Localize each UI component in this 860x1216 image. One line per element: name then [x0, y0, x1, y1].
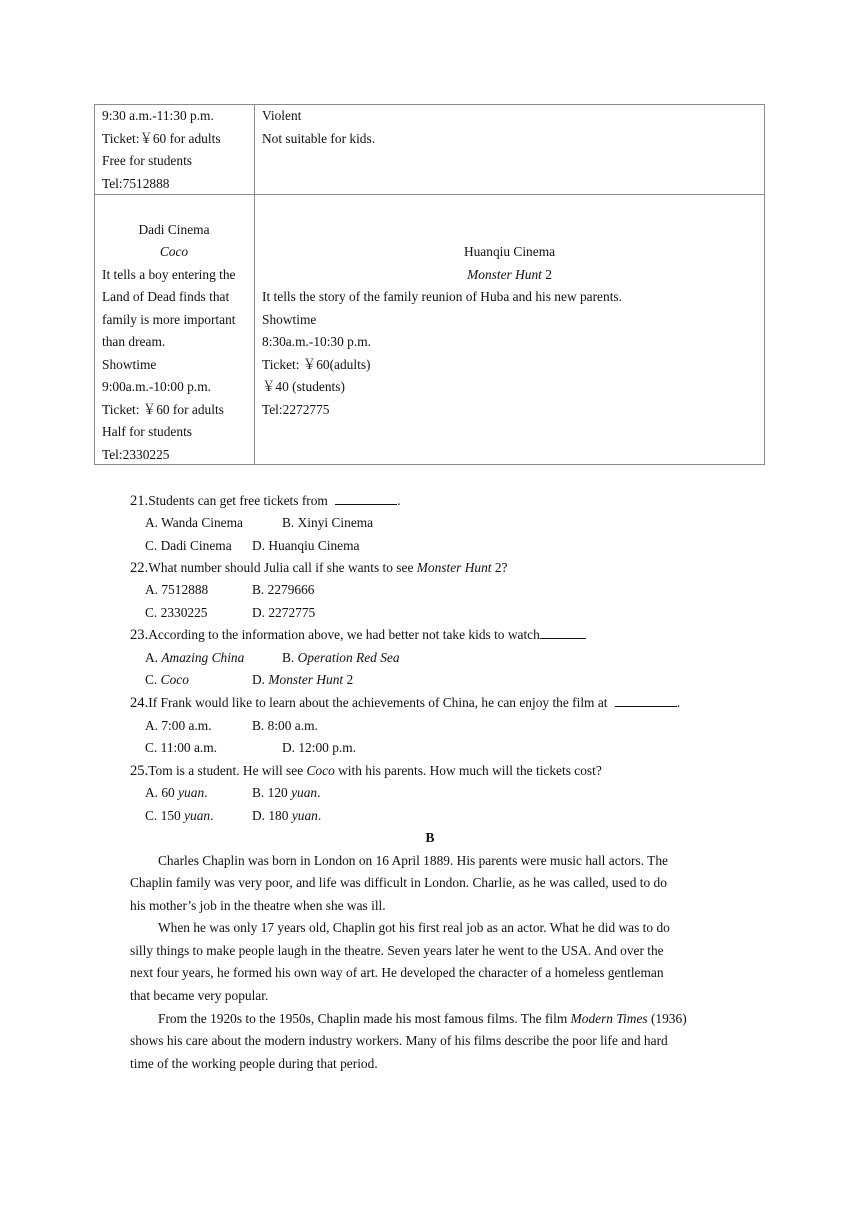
row1-tel: Tel:7512888 — [102, 176, 170, 191]
paragraph-3-line-1 — [158, 1011, 687, 1027]
option-prefix: A. 60 — [145, 785, 179, 800]
table-column-divider — [254, 104, 255, 465]
option-film: Coco — [160, 672, 189, 687]
paragraph-1-line-2: Chaplin family was very poor, and life was difficult in London. Charlie, as he was called, used to do — [130, 875, 667, 890]
question-21 — [130, 493, 401, 509]
dadi-desc-4: than dream. — [102, 334, 166, 349]
huanqiu-showtime: 8:30a.m.-10:30 p.m. — [262, 334, 371, 349]
paragraph-2-line-4: that became very popular. — [130, 988, 269, 1003]
q21-option-d: D. Huanqiu Cinema — [252, 538, 360, 553]
dadi-desc-3: family is more important — [102, 312, 236, 327]
paragraph-3-line-3: time of the working people during that period. — [130, 1056, 378, 1071]
dadi-desc-1: It tells a boy entering the — [102, 267, 236, 282]
option-prefix: B. 120 — [252, 785, 292, 800]
dadi-film-title: Coco — [159, 244, 189, 259]
row1-showtime: 9:30 a.m.-11:30 p.m. — [102, 108, 214, 123]
answer-blank — [615, 695, 677, 707]
question-text-2: with his parents. How much will the tickets cost? — [334, 763, 602, 778]
option-dot: . — [210, 808, 214, 823]
q22-option-a: A. 7512888 — [145, 582, 209, 597]
huanqiu-film-number: 2 — [541, 267, 552, 282]
question-23 — [130, 627, 586, 643]
option-prefix: B. — [282, 650, 298, 665]
question-25 — [130, 763, 602, 779]
huanqiu-tel: Tel:2272775 — [262, 402, 330, 417]
row1-note: Not suitable for kids. — [262, 131, 376, 146]
question-24 — [130, 695, 680, 711]
question-film: Coco — [306, 763, 335, 778]
question-end: . — [676, 695, 681, 710]
q25-option-a — [145, 785, 208, 801]
q24-option-a: A. 7:00 a.m. — [145, 718, 212, 733]
paragraph-text-2: (1936) — [647, 1011, 687, 1026]
paragraph-2-line-3: next four years, he formed his own way of art. He developed the character of a homeless gentleman — [130, 965, 664, 980]
paragraph-1-line-3: his mother’s job in the theatre when she was ill. — [130, 898, 386, 913]
option-prefix: D. 180 — [252, 808, 292, 823]
option-unit: yuan — [291, 808, 318, 823]
option-unit: yuan — [184, 808, 211, 823]
paragraph-2-line-2: silly things to make people laugh in the theatre. Seven years later he went to the USA. And over the — [130, 943, 664, 958]
option-dot: . — [317, 785, 321, 800]
question-number: 21. — [130, 493, 149, 509]
question-text: If Frank would like to learn about the achievements of China, he can enjoy the film at — [148, 695, 611, 710]
q21-option-c: C. Dadi Cinema — [145, 538, 232, 553]
q22-option-b: B. 2279666 — [252, 582, 315, 597]
question-end: 2? — [491, 560, 508, 575]
q24-option-d: D. 12:00 p.m. — [282, 740, 357, 755]
question-end: . — [397, 493, 401, 508]
option-film: Amazing China — [161, 650, 245, 665]
option-unit: yuan — [178, 785, 205, 800]
question-film: Monster Hunt — [416, 560, 492, 575]
question-22 — [130, 560, 508, 576]
question-text: What number should Julia call if she wants to see — [148, 560, 417, 575]
dadi-cinema-name: Dadi Cinema — [138, 222, 210, 237]
huanqiu-film-title — [254, 267, 765, 283]
option-suffix: 2 — [343, 672, 354, 687]
question-number: 22. — [130, 560, 149, 576]
q23-option-d — [252, 672, 353, 688]
option-dot: . — [317, 808, 322, 823]
answer-blank — [540, 627, 586, 639]
q21-option-b: B. Xinyi Cinema — [282, 515, 374, 530]
option-film: Operation Red Sea — [297, 650, 400, 665]
option-film: Monster Hunt — [268, 672, 344, 687]
huanqiu-film-name: Monster Hunt — [467, 267, 542, 282]
q24-option-b: B. 8:00 a.m. — [252, 718, 318, 733]
q24-option-c: C. 11:00 a.m. — [145, 740, 218, 755]
q25-option-b — [252, 785, 320, 801]
dadi-tel: Tel:2330225 — [102, 447, 170, 462]
question-number: 23. — [130, 627, 149, 643]
q22-option-c: C. 2330225 — [145, 605, 208, 620]
option-prefix: C. 150 — [145, 808, 185, 823]
question-number: 25. — [130, 763, 149, 779]
q23-option-a — [145, 650, 244, 666]
q22-option-d: D. 2272775 — [252, 605, 316, 620]
section-heading: B — [425, 830, 435, 845]
huanqiu-ticket: Ticket: ￥60(adults) — [262, 357, 371, 372]
huanqiu-ticket-students: ￥40 (students) — [262, 379, 345, 394]
option-unit: yuan — [291, 785, 318, 800]
paragraph-text: From the 1920s to the 1950s, Chaplin made his most famous films. The film — [158, 1011, 571, 1026]
huanqiu-cinema-name: Huanqiu Cinema — [463, 244, 556, 259]
huanqiu-desc: It tells the story of the family reunion of Huba and his new parents. — [262, 289, 622, 304]
paragraph-3-line-2: shows his care about the modern industry workers. Many of his films describe the poor life and hard — [130, 1033, 668, 1048]
paragraph-1-line-1: Charles Chaplin was born in London on 16 April 1889. His parents were music hall actors. The — [158, 853, 668, 868]
option-prefix: D. — [252, 672, 269, 687]
dadi-showtime: 9:00a.m.-10:00 p.m. — [102, 379, 211, 394]
dadi-showtime-label: Showtime — [102, 357, 157, 372]
row1-ticket: Ticket:￥60 for adults — [102, 131, 221, 146]
q21-option-a: A. Wanda Cinema — [145, 515, 243, 530]
paragraph-2-line-1: When he was only 17 years old, Chaplin got his first real job as an actor. What he did was to do — [158, 920, 670, 935]
q23-option-b — [282, 650, 400, 666]
dadi-ticket: Ticket: ￥60 for adults — [102, 402, 224, 417]
question-number: 24. — [130, 695, 149, 711]
table-row-divider — [94, 194, 765, 195]
option-prefix: C. — [145, 672, 161, 687]
row1-ticket-students: Free for students — [102, 153, 192, 168]
dadi-desc-2: Land of Dead finds that — [102, 289, 230, 304]
question-text: Tom is a student. He will see — [148, 763, 307, 778]
option-prefix: A. — [145, 650, 162, 665]
dadi-ticket-students: Half for students — [102, 424, 192, 439]
q23-option-c — [145, 672, 189, 688]
row1-rating: Violent — [262, 108, 302, 123]
huanqiu-showtime-label: Showtime — [262, 312, 317, 327]
question-text: Students can get free tickets from — [148, 493, 332, 508]
answer-blank — [335, 493, 397, 505]
q25-option-d — [252, 808, 321, 824]
film-title: Modern Times — [570, 1011, 648, 1026]
option-dot: . — [204, 785, 208, 800]
q25-option-c — [145, 808, 213, 824]
question-text: According to the information above, we had better not take kids to watch — [148, 627, 540, 642]
